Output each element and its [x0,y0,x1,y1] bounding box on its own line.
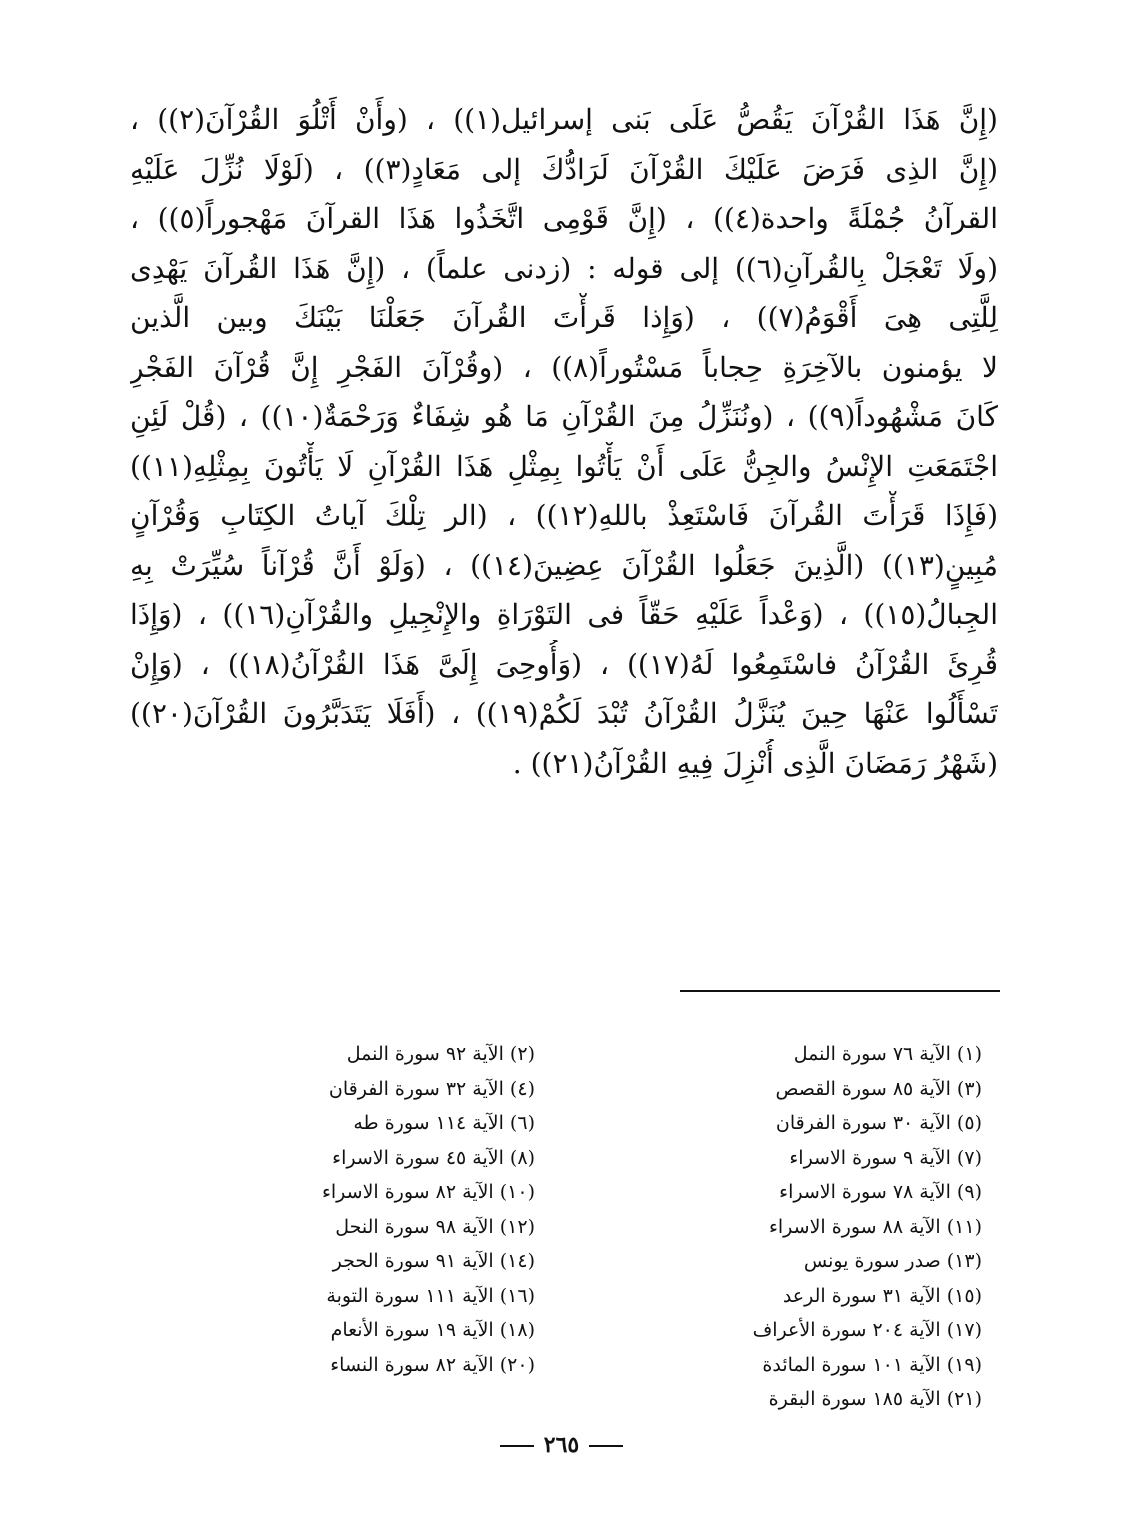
footnote: (٣) الآية ٨٥ سورة القصص [775,1077,982,1100]
body-line: (شَهْرُ رَمَضَانَ الَّذِى أُنْزِلَ فِيهِ القُرْآنُ(٢١)) . [512,746,998,780]
body-line: مُبِينٍ(١٣)) (الَّذِينَ جَعَلُوا القُرْآنَ عِضِينَ(١٤)) ، (وَلَوْ أَنَّ قُرْآناً سُيِّرَتْ بِهِ [130,548,998,582]
footnote: (١١) الآية ٨٨ سورة الاسراء [768,1215,982,1238]
page-number-dash [589,1445,623,1447]
footnote: (٧) الآية ٩ سورة الاسراء [789,1146,982,1169]
body-line: الجِبالُ(١٥)) ، (وَعْداً عَلَيْهِ حَقّاً فى التَوْرَاةِ والإِنْجِيلِ والقُرْآنِ(١٦)) ، (وَإِذَا [130,598,998,631]
body-line: لا يؤمنون بالآخِرَةِ حِجاباً مَسْتُوراً(٨)) ، (وقُرْآنَ الفَجْرِ إِنَّ قُرْآنَ الفَجْرِ [130,350,998,384]
footnote: (١٤) الآية ٩١ سورة الحجر [332,1250,535,1272]
body-line: كَانَ مَشْهُوداً(٩)) ، (ونُنَزِّلُ مِنَ القُرْآنِ مَا هُو شِفَاءٌ وَرَحْمَةٌ(١٠)) ، (قُلْ لَئِنِ [130,400,998,433]
body-line: القرآنُ جُمْلَةً واحدة(٤)) ، (إِنَّ قَوْمِى اتَّخَذُوا هَذَا القرآنَ مَهْجوراً(٥)) ، [130,202,998,235]
footnote: (١٢) الآية ٩٨ سورة النحل [335,1215,535,1238]
footnote: (٩) الآية ٧٨ سورة الاسراء [779,1181,982,1203]
footnote: (١٦) الآية ١١١ سورة التوبة [326,1284,535,1307]
footnote: (٦) الآية ١١٤ سورة طه [353,1112,535,1134]
footnote: (١٨) الآية ١٩ سورة الأنعام [330,1319,535,1341]
body-line: (ولَا تَعْجَلْ بِالقُرآنِ(٦)) إلى قوله : (زدنى علماً) ، (إِنَّ هَذَا القُرآنَ يَهْدِى [130,251,998,285]
page-number-dash [500,1445,534,1447]
body-line: تَسْأَلُوا عَنْهَا حِينَ يُنَزَّلُ القُرْآنُ تُبْدَ لَكُمْ(١٩)) ، (أَفَلَا يَتَدَبَّرُونَ القُرْآنَ(٢٠)) [130,697,998,730]
footnote: (٤) الآية ٣٢ سورة الفرقان [328,1077,535,1100]
footnote: (١) الآية ٧٦ سورة النمل [793,1043,982,1065]
footnote: (١٩) الآية ١٠١ سورة المائدة [762,1353,982,1376]
footnote: (٥) الآية ٣٠ سورة الفرقان [775,1112,982,1134]
body-line: لِلَّتِى هِىَ أَقْوَمُ(٧)) ، (وَإِذا قَرأْتَ القُرآنَ جَعَلْنَا بَيْنَكَ وبين الَّذين [130,301,998,334]
footnotes-left-column [285,1037,535,1382]
footnotes-right-column [700,1037,982,1417]
body-line: (فَإِذَا قَرَأْتَ القُرآنَ فَاسْتَعِذْ باللهِ(١٢)) ، (الر تِلْكَ آياتُ الكِتَابِ وَقُرْآنٍ [130,499,998,532]
body-line: (إِنَّ الذِى فَرَضَ عَلَيْكَ القُرْآنَ لَرَادُّكَ إلى مَعَادٍ(٣)) ، (لَوْلَا نُزِّلَ عَلَيْهِ [130,152,998,186]
body-line: قُرِئَ القُرْآنُ فاسْتَمِعُوا لَهُ(١٧)) ، (وَأُوحِىَ إِلَىَّ هَذَا القُرْآنُ(١٨)) ، (وَإِنْ [130,647,998,681]
body-line: (إِنَّ هَذَا القُرْآنَ يَقُصُّ عَلَى بَنى إسرائيل(١)) ، (وأَنْ أَتْلُوَ القُرْآنَ(٢)) ، [130,103,998,136]
page-number: ٢٦٥ [543,1432,580,1458]
footnote: (١٧) الآية ٢٠٤ سورة الأعراف [752,1319,982,1341]
footnote: (٢٠) الآية ٨٢ سورة النساء [330,1353,535,1376]
page-number-area [0,1432,1123,1458]
footnote-separator [680,990,1000,992]
body-text [130,95,998,788]
footnote: (٨) الآية ٤٥ سورة الاسراء [332,1146,535,1169]
footnote: (١٠) الآية ٨٢ سورة الاسراء [321,1181,535,1203]
footnote: (١٣) صدر سورة يونس [803,1250,982,1272]
footnote: (٢) الآية ٩٢ سورة النمل [346,1043,535,1065]
body-line: اجْتَمَعَتِ الإِنْسُ والجِنُّ عَلَى أَنْ يَأْتُوا بِمِثْلِ هَذَا القُرْآنِ لَا يَأْتُونَ بِمِثْلِهِ(١١)) [130,449,998,483]
footnote: (١٥) الآية ٣١ سورة الرعد [782,1284,982,1307]
footnote: (٢١) الآية ١٨٥ سورة البقرة [768,1388,982,1410]
